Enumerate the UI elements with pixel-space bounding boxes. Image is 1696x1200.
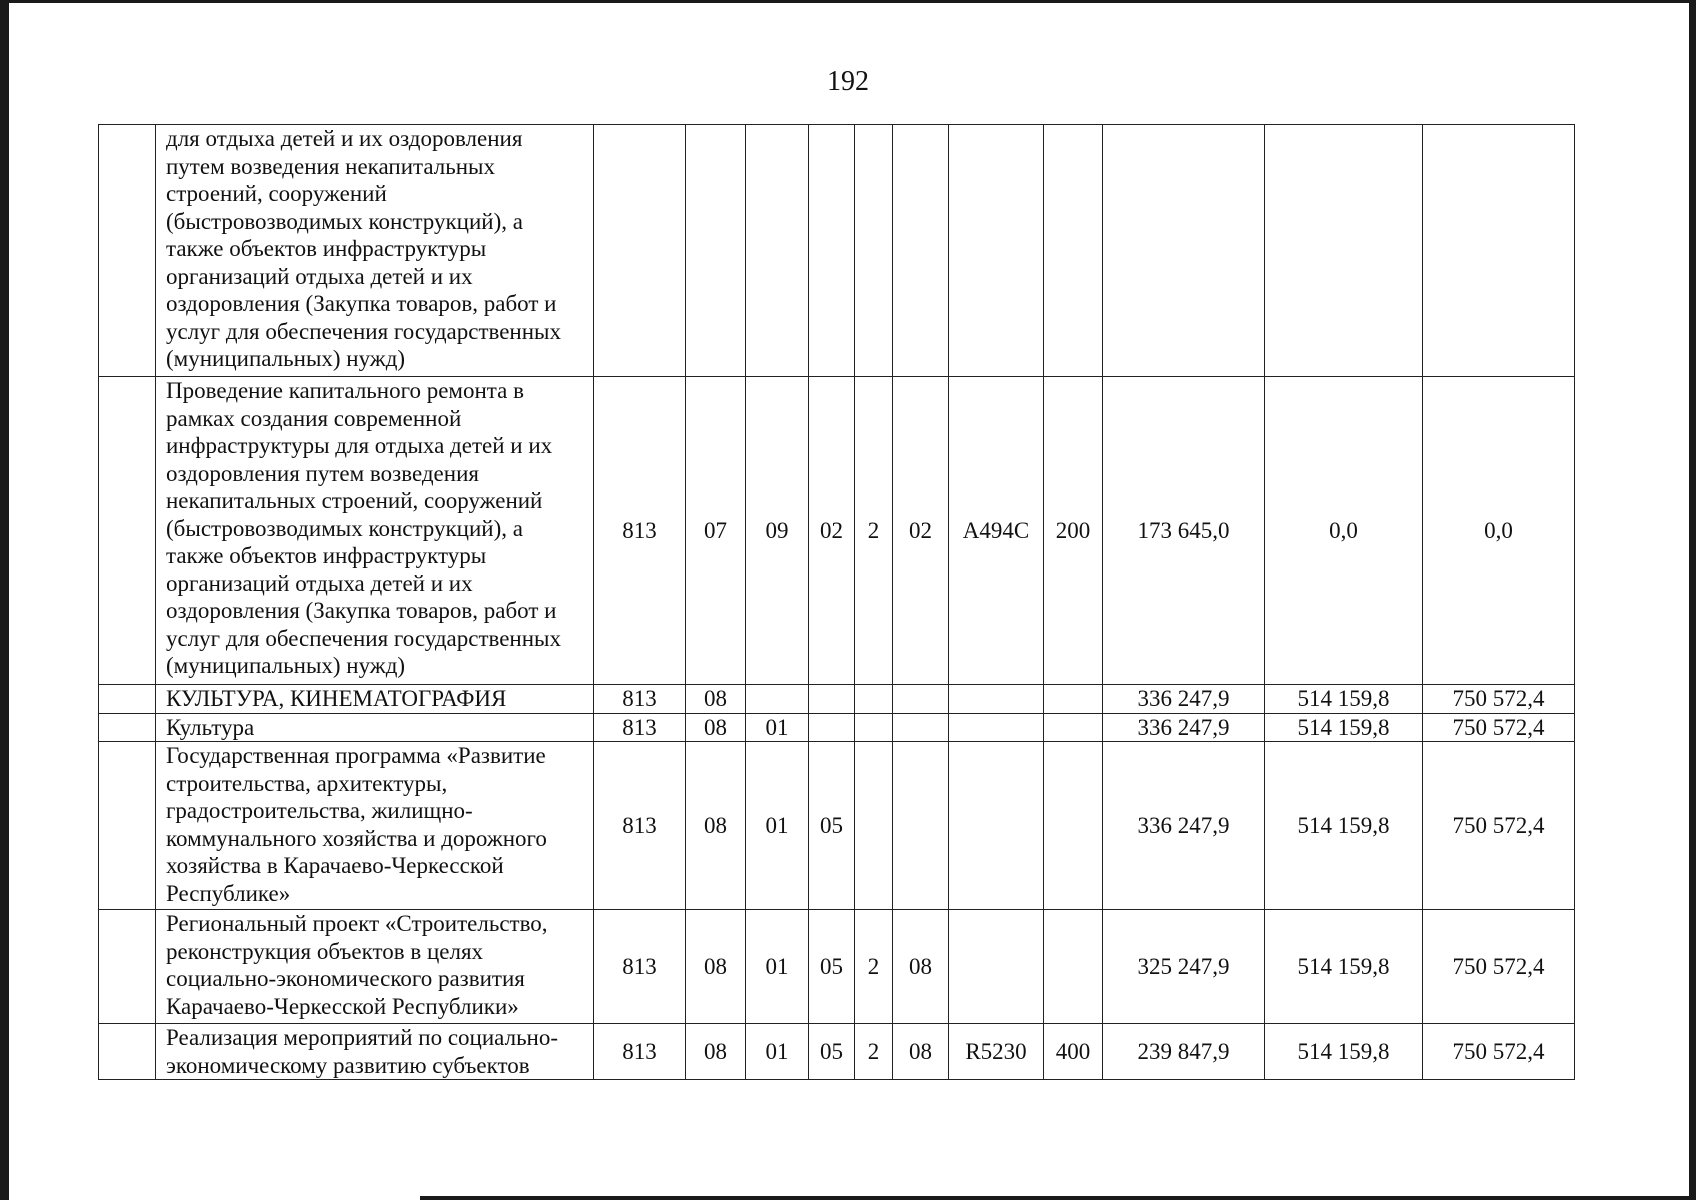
row-number-cell	[99, 910, 156, 1024]
row-number-cell	[99, 377, 156, 685]
item-name-cell: Региональный проект «Строительство, реконструкция объектов в целях социально-экономического развития Карачаево-Черкесской Республики»	[156, 910, 594, 1024]
amount-year2-cell: 514 159,8	[1265, 713, 1423, 742]
direction-code-cell	[949, 713, 1044, 742]
subprogram-code-cell	[855, 125, 893, 377]
table-row	[99, 685, 1575, 714]
subprogram-code-cell: 2	[855, 377, 893, 685]
amount-year1-cell: 173 645,0	[1103, 377, 1265, 685]
amount-year3-cell: 750 572,4	[1423, 742, 1575, 910]
subprogram-code-cell: 2	[855, 910, 893, 1024]
item-name-cell: Культура	[156, 713, 594, 742]
table-row	[99, 1024, 1575, 1080]
table-row	[99, 713, 1575, 742]
ministry-code-cell: 813	[594, 377, 686, 685]
project-code-cell: 08	[893, 910, 949, 1024]
subsection-code-cell: 01	[746, 742, 809, 910]
subsection-code-cell: 09	[746, 377, 809, 685]
direction-code-cell: R5230	[949, 1024, 1044, 1080]
ministry-code-cell: 813	[594, 713, 686, 742]
expense-type-cell	[1044, 910, 1103, 1024]
table-row	[99, 742, 1575, 910]
amount-year1-cell	[1103, 125, 1265, 377]
ministry-code-cell: 813	[594, 1024, 686, 1080]
section-code-cell: 08	[686, 742, 746, 910]
subprogram-code-cell: 2	[855, 1024, 893, 1080]
section-code-cell: 08	[686, 685, 746, 714]
amount-year2-cell: 514 159,8	[1265, 685, 1423, 714]
amount-year3-cell: 750 572,4	[1423, 910, 1575, 1024]
expense-type-cell	[1044, 685, 1103, 714]
ministry-code-cell: 813	[594, 910, 686, 1024]
row-number-cell	[99, 1024, 156, 1080]
amount-year1-cell: 336 247,9	[1103, 742, 1265, 910]
table-row	[99, 125, 1575, 377]
amount-year1-cell: 239 847,9	[1103, 1024, 1265, 1080]
program-code-cell	[809, 713, 855, 742]
project-code-cell	[893, 125, 949, 377]
subsection-code-cell: 01	[746, 1024, 809, 1080]
item-name-cell: Государственная программа «Развитие строительства, архитектуры, градостроительства, жилищно- коммунального хозяйства и дорожного хозяйства в Карачаево-Черкесской Республике»	[156, 742, 594, 910]
direction-code-cell	[949, 125, 1044, 377]
section-code-cell: 08	[686, 1024, 746, 1080]
page-number: 192	[827, 66, 869, 97]
program-code-cell	[809, 125, 855, 377]
table-row	[99, 910, 1575, 1024]
subprogram-code-cell	[855, 742, 893, 910]
ministry-code-cell: 813	[594, 685, 686, 714]
item-name-cell: КУЛЬТУРА, КИНЕМАТОГРАФИЯ	[156, 685, 594, 714]
subsection-code-cell	[746, 685, 809, 714]
scan-border-bottom	[420, 1196, 1696, 1200]
amount-year2-cell: 514 159,8	[1265, 910, 1423, 1024]
direction-code-cell	[949, 910, 1044, 1024]
amount-year3-cell: 750 572,4	[1423, 685, 1575, 714]
direction-code-cell	[949, 685, 1044, 714]
amount-year3-cell: 0,0	[1423, 377, 1575, 685]
amount-year3-cell: 750 572,4	[1423, 713, 1575, 742]
direction-code-cell	[949, 742, 1044, 910]
program-code-cell: 05	[809, 910, 855, 1024]
section-code-cell: 08	[686, 713, 746, 742]
row-number-cell	[99, 713, 156, 742]
project-code-cell	[893, 742, 949, 910]
expense-type-cell: 200	[1044, 377, 1103, 685]
amount-year2-cell	[1265, 125, 1423, 377]
expense-type-cell	[1044, 742, 1103, 910]
row-number-cell	[99, 742, 156, 910]
program-code-cell	[809, 685, 855, 714]
section-code-cell: 08	[686, 910, 746, 1024]
expense-type-cell	[1044, 125, 1103, 377]
amount-year2-cell: 0,0	[1265, 377, 1423, 685]
project-code-cell	[893, 713, 949, 742]
program-code-cell: 05	[809, 1024, 855, 1080]
amount-year1-cell: 325 247,9	[1103, 910, 1265, 1024]
section-code-cell: 07	[686, 377, 746, 685]
amount-year3-cell: 750 572,4	[1423, 1024, 1575, 1080]
row-number-cell	[99, 125, 156, 377]
section-code-cell	[686, 125, 746, 377]
project-code-cell: 08	[893, 1024, 949, 1080]
program-code-cell: 02	[809, 377, 855, 685]
scan-border-left	[0, 0, 9, 1200]
table-body	[99, 125, 1575, 1080]
amount-year1-cell: 336 247,9	[1103, 685, 1265, 714]
table-row	[99, 377, 1575, 685]
amount-year2-cell: 514 159,8	[1265, 1024, 1423, 1080]
expense-type-cell	[1044, 713, 1103, 742]
scan-border-right	[1689, 0, 1696, 1200]
scan-border-top	[0, 0, 1696, 3]
expense-type-cell: 400	[1044, 1024, 1103, 1080]
item-name-cell: для отдыха детей и их оздоровления путем возведения некапитальных строений, сооружений (быстровозводимых конструкций), а также объектов инфраструктуры организаций отдыха детей и их оздоровления (Закупка товаров, работ и услуг для обеспечения государственных (муниципальных) нужд)	[156, 125, 594, 377]
subsection-code-cell: 01	[746, 713, 809, 742]
amount-year2-cell: 514 159,8	[1265, 742, 1423, 910]
program-code-cell: 05	[809, 742, 855, 910]
amount-year1-cell: 336 247,9	[1103, 713, 1265, 742]
item-name-cell: Реализация мероприятий по социально- экономическому развитию субъектов	[156, 1024, 594, 1080]
subprogram-code-cell	[855, 685, 893, 714]
project-code-cell	[893, 685, 949, 714]
subsection-code-cell: 01	[746, 910, 809, 1024]
budget-table	[98, 124, 1575, 1080]
amount-year3-cell	[1423, 125, 1575, 377]
item-name-cell: Проведение капитального ремонта в рамках создания современной инфраструктуры для отдыха детей и их оздоровления путем возведения некапитальных строений, сооружений (быстровозводимых конструкций), а также объектов инфраструктуры организаций отдыха детей и их оздоровления (Закупка товаров, работ и услуг для обеспечения государственных (муниципальных) нужд)	[156, 377, 594, 685]
subprogram-code-cell	[855, 713, 893, 742]
row-number-cell	[99, 685, 156, 714]
direction-code-cell: А494С	[949, 377, 1044, 685]
ministry-code-cell: 813	[594, 742, 686, 910]
subsection-code-cell	[746, 125, 809, 377]
ministry-code-cell	[594, 125, 686, 377]
project-code-cell: 02	[893, 377, 949, 685]
